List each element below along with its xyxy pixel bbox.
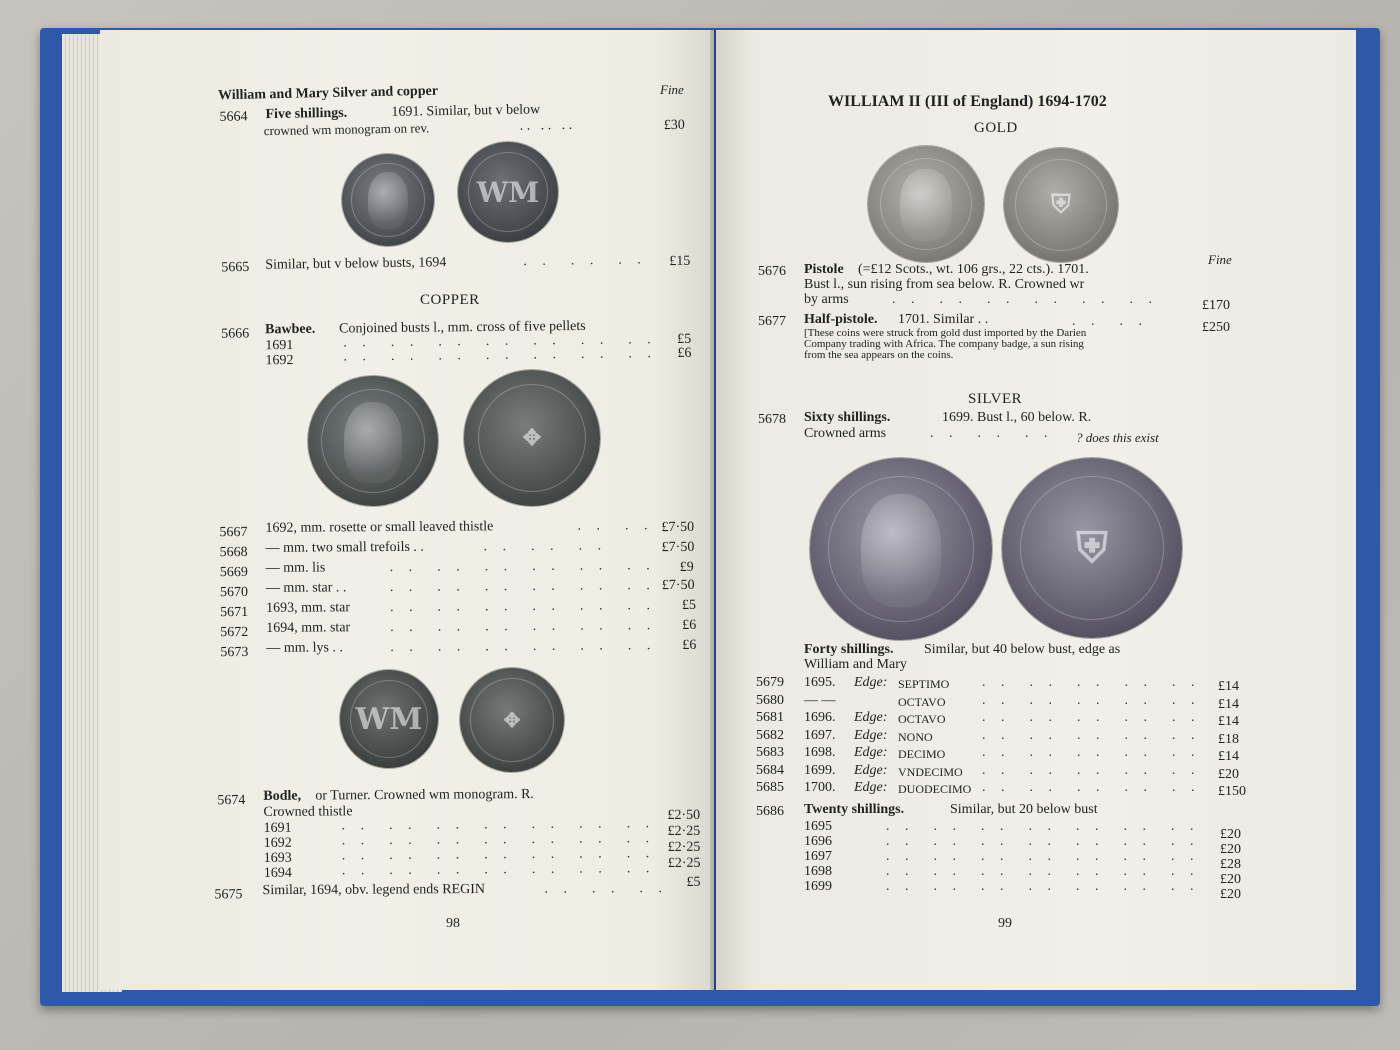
dots: . . . . . . . . . . . . [389,578,656,595]
entry-number: 5668 [219,544,248,561]
price: £14 [1218,679,1239,694]
entry-number: 5674 [217,793,246,809]
fine-label: Fine [1208,252,1232,267]
copper-heading: COPPER [420,292,480,308]
entry-number: 5686 [756,804,784,819]
forty-text: Similar, but 40 below bust, edge as [924,642,1121,657]
dots: . . . . . . [544,881,669,897]
coin-obverse [342,154,434,246]
entry-year: 1695. [804,675,836,690]
row-price: £2·25 [667,823,701,840]
entry-text: or Turner. Crowned wm monogram. R. [315,786,534,804]
entry-number: 5677 [758,314,786,329]
entry-name: Bawbee. [265,321,316,338]
edge-label: Edge: [854,675,888,690]
entry-text: Similar, but 20 below bust [950,802,1098,817]
price: £150 [1218,784,1246,799]
entry-year: 1697. [804,727,836,743]
price: £18 [1218,731,1239,747]
price: £170 [1202,298,1230,313]
entry-text: Similar, 1694, obv. legend ends REGIN [262,881,486,899]
dots: . . . . . . . . . . [982,727,1201,743]
forty-text-2: William and Mary [804,657,907,672]
dots: . . . . . . . . . . . . . . [341,861,656,879]
edge-label: Edge: [854,710,888,725]
entry-number: 5667 [219,524,248,541]
entry-number: 5671 [220,604,249,621]
row-year: 1694 [263,865,292,881]
entry-number: 5685 [756,780,784,795]
price: £6 [682,637,697,653]
entry-number: 5680 [756,692,784,708]
price: £5 [686,874,701,890]
entry-name: Sixty shillings. [804,410,891,425]
entry-number: 5684 [756,762,784,778]
row-price: £20 [1220,872,1241,887]
dots: . . . . . . . . . . . . . . [886,819,1200,834]
row-price: £5 [677,331,692,347]
dots: . . . . . . . . . . . . [389,558,656,575]
dots: . . . . . . . . . . [982,745,1201,760]
entry-text: 1701. Similar . . [898,312,989,327]
entry-year: — — [804,692,836,708]
dots: . . . . . . . . . . . . . . [886,834,1200,849]
entry-text: — mm. two small trefoils . . [265,539,424,556]
row-year: 1692 [263,835,292,851]
edge-word: SEPTIMO [898,677,950,691]
edge-word: OCTAVO [898,694,946,709]
dots: . . . . . . . . . . [982,692,1201,708]
entry-text: — mm. lis [265,560,326,576]
dots: . . . . . . . . . . . . . . [343,332,657,351]
page-number: 99 [998,916,1012,931]
row-year: 1696 [804,834,832,849]
dots: . . . . . . . . . . [982,675,1201,690]
entry-text-2: crowned wm monogram on rev. [263,120,430,139]
bawbee-obverse [308,376,438,506]
row-price: £2·25 [667,855,701,872]
pistole-obverse [868,146,984,262]
entry-number: 5676 [758,264,786,279]
edge-word: DECIMO [898,747,946,761]
dots: . . . . [1072,314,1148,329]
dots: . . . . . . . . . . . . [389,598,657,615]
dots: . . . . . . . . . . . . . . [341,816,656,834]
row-price: £2·50 [667,807,701,824]
row-price: £20 [1220,887,1241,902]
price: £15 [669,253,691,270]
edge-label: Edge: [854,727,888,743]
entry-number: 5669 [219,564,248,581]
row-year: 1691 [265,337,294,354]
edge-word: NONO [898,729,933,744]
entry-number: 5675 [214,887,243,903]
row-price: £20 [1220,842,1241,857]
edge-label: Edge: [854,762,888,778]
entry-text: 1699. Bust l., 60 below. R. [942,410,1092,425]
dots: . . . . . . [930,426,1054,441]
gold-heading: GOLD [974,120,1018,136]
coin-reverse: WM [458,142,558,242]
entry-number: 5665 [221,259,250,276]
left-page [100,30,714,990]
row-year: 1693 [263,850,292,866]
row-year: 1692 [265,352,294,369]
price: £20 [1218,766,1239,782]
dots: . . . . . . . . . . . . . . [341,846,656,864]
entry-number: 5682 [756,727,784,743]
row-price: £28 [1220,857,1241,872]
dots: . . . . . . . . . . . . . . [886,849,1200,864]
entry-text: 1693, mm. star [265,600,351,616]
price: £30 [663,117,685,134]
fine-label: Fine [660,82,684,97]
entry-number: 5679 [756,675,784,690]
edge-word: DUODECIMO [898,782,972,796]
dots: . . . . . . . . . . . . . . [886,879,1200,894]
entry-text: 1692, mm. rosette or small leaved thistle [265,519,494,536]
dots: . . . . . . . . . . . . [390,638,657,655]
entry-note: ? does this exist [1076,430,1159,445]
row-price: £20 [1220,827,1241,842]
sixty-shillings-reverse: ⛨ [1002,458,1182,638]
entry-number: 5683 [756,745,784,760]
page-number: 98 [446,916,460,931]
dots: . . . . [577,518,654,534]
entry-name: Five shillings. [265,105,348,123]
entry-name: Pistole [804,262,844,277]
entry-year: 1700. [804,780,836,795]
entry-number: 5673 [220,644,249,661]
silver-heading: SILVER [968,391,1023,407]
note-line: from the sea appears on the coins. [804,349,954,361]
entry-name: Bodle, [263,788,302,804]
row-year: 1698 [804,864,832,879]
entry-year: 1699. [804,762,836,778]
right-page [716,30,1356,990]
entry-text: — mm. star . . [265,580,347,596]
entry-text: 1694, mm. star [266,620,351,636]
edge-word: VNDECIMO [898,764,963,779]
entry-text-2: Crowned thistle [263,804,353,820]
entry-name: Half-pistole. [804,312,878,327]
edge-label: Edge: [854,745,888,760]
price: £7·50 [661,539,695,556]
bodle-obverse: WM [340,670,438,768]
note-line: [These coins were struck from gold dust imported by the Darien [804,327,1087,339]
price: £14 [1218,696,1239,712]
dots: . . . . . . . . . . . . . . [341,831,656,849]
row-price: £2·25 [667,839,701,856]
entry-number: 5670 [219,584,248,601]
edge-label: Edge: [854,780,888,795]
price: £7·50 [661,519,695,536]
entry-number: 5672 [220,624,249,641]
edge-word: OCTAVO [898,712,946,726]
dots: . . . . . . . . . . . . [892,292,1158,307]
forty-name: Forty shillings. [804,642,894,657]
price: £5 [681,597,697,613]
row-year: 1699 [804,879,832,894]
entry-year: 1698. [804,745,836,760]
dots: . . . . . . . . . . [982,762,1201,778]
dots: . . . . . . . . . . . . [390,618,657,635]
price: £6 [682,617,697,633]
dots: . . . . . . [519,117,573,134]
entry-number: 5678 [758,412,786,427]
dots: . . . . . . . . . . . . . . [886,864,1200,879]
dots: . . . . . . [523,252,647,270]
entry-year: 1696. [804,710,836,725]
entry-line-1: (=£12 Scots., wt. 106 grs., 22 cts.). 1701. [858,262,1089,277]
bodle-reverse: ✥ [460,668,564,772]
entry-number: 5666 [221,326,250,342]
entry-number: 5664 [219,109,248,125]
entry-text: Similar, but v below busts, 1694 [265,255,447,273]
price: £250 [1202,320,1230,335]
entry-name: Twenty shillings. [804,802,905,817]
page-title: WILLIAM II (III of England) 1694-1702 [828,93,1107,110]
entry-text: Conjoined busts l., mm. cross of five pellets [339,318,586,337]
section-header: William and Mary Silver and copper [217,83,439,104]
pistole-reverse: ⛨ [1004,148,1118,262]
dots: . . . . . . . . . . [982,710,1201,725]
note-line: Company trading with Africa. The company badge, a sun rising [804,338,1084,350]
entry-text: — mm. lys . . [266,640,343,656]
entry-line-3: by arms [804,292,849,307]
row-price: £6 [677,345,692,361]
entry-text: 1691. Similar, but v below [391,102,541,120]
bawbee-reverse: ✥ [464,370,600,506]
price: £9 [679,559,694,575]
entry-line-2: Bust l., sun rising from sea below. R. Crowned wr [804,277,1085,292]
entry-number: 5681 [756,710,784,725]
price: £7·50 [661,577,695,594]
dots: . . . . . . [483,538,608,555]
sixty-shillings-obverse [810,458,992,640]
row-year: 1695 [804,819,832,834]
row-year: 1697 [804,849,832,864]
dots: . . . . . . . . . . [982,780,1201,795]
row-year: 1691 [263,820,292,836]
price: £14 [1218,749,1239,764]
dots: . . . . . . . . . . . . . . [343,346,657,365]
price: £14 [1218,714,1239,729]
entry-text-2: Crowned arms [804,426,887,441]
